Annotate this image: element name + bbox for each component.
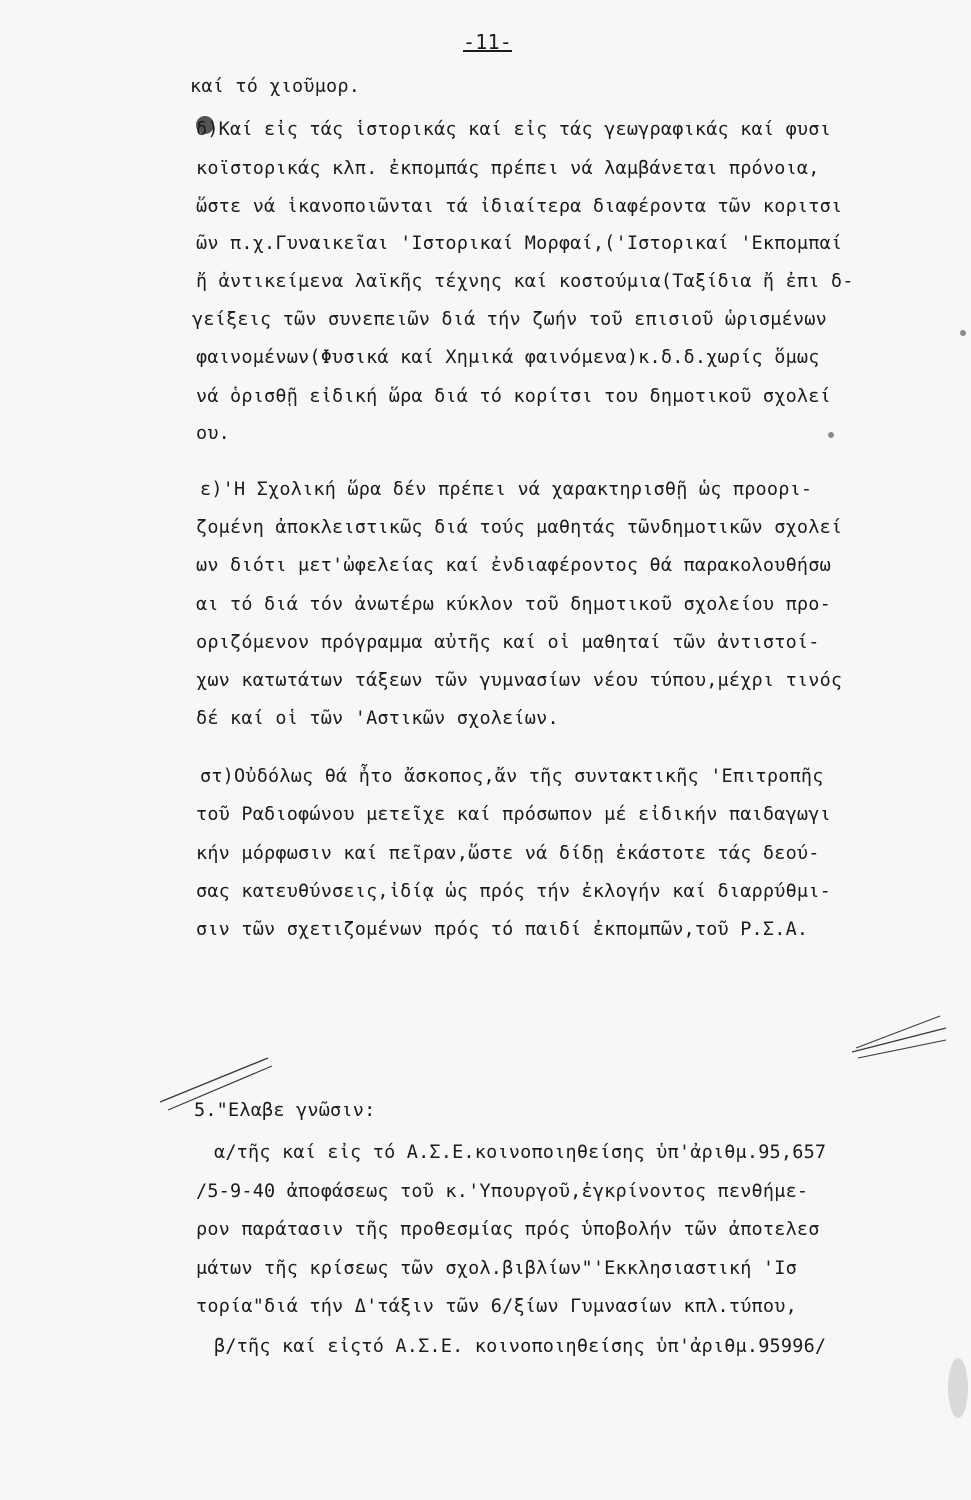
text-line: ου. <box>196 423 231 444</box>
page-number: -11- <box>463 30 512 54</box>
text-line: /5-9-40 ἀποφάσεως τοῦ κ.'Υπουργοῦ,ἐγκρίνοντος πενθήμε- <box>196 1181 809 1202</box>
text-line: ῶν π.χ.Γυναικεῖαι 'Ιστορικαί Μορφαί,('Ιστορικαί 'Εκπομπαί <box>196 233 843 254</box>
text-line: σιν τῶν σχετιζομένων πρός τό παιδί ἐκπομπῶν,τοῦ Ρ.Σ.Α. <box>196 919 809 940</box>
text-line: δέ καί οἱ τῶν 'Αστικῶν σχολείων. <box>196 708 559 729</box>
text-line: ρον παράτασιν τῆς προθεσμίας πρός ὑποβολήν τῶν ἀποτελεσ <box>196 1219 820 1240</box>
text-line: κήν μόρφωσιν καί πεῖραν,ὥστε νά δίδῃ ἑκάστοτε τάς δεού- <box>196 843 820 864</box>
text-line: γείξεις τῶν συνεπειῶν διά τήν ζωήν τοῦ επισιοῦ ὡρισμένων <box>192 309 827 330</box>
text-line: νά ὁρισθῇ εἰδική ὥρα διά τό κορίτσι του δημοτικοῦ σχολεί <box>196 386 831 407</box>
text-line: ζομένη ἀποκλειστικῶς διά τούς μαθητάς τῶνδημοτικῶν σχολεί <box>196 517 843 538</box>
text-line: φαινομένων(Φυσικά καί Χημικά φαινόμενα)κ.δ.δ.χωρίς ὅμως <box>196 347 820 368</box>
text-line: ων διότι μετ'ὠφελείας καί ἐνδιαφέροντος θά παρακολουθήσω <box>196 555 831 576</box>
text-line: τορία"διά τήν Δ'τάξιν τῶν 6/ξίων Γυμνασίων κπλ.τύπου, <box>196 1296 797 1317</box>
text-line: 5."Ελαβε γνῶσιν: <box>194 1100 376 1121</box>
text-line: ἤ ἀντικείμενα λαϊκῆς τέχνης καί κοστούμια(Ταξίδια ἤ ἐπι δ- <box>196 271 854 292</box>
text-line: αι τό διά τόν ἀνωτέρω κύκλον τοῦ δημοτικοῦ σχολείου προ- <box>196 594 831 615</box>
text-line: β/τῆς καί εἰςτό Α.Σ.Ε. κοινοποιηθείσης ὑπ'ἀριθμ.95996/ <box>214 1336 827 1357</box>
text-line: χων κατωτάτων τάξεων τῶν γυμνασίων νέου τύπου,μέχρι τινός <box>196 670 843 691</box>
text-line: στ)Οὐδόλως θά ἦτο ἄσκοπος,ἄν τῆς συντακτικῆς 'Επιτροπῆς <box>200 766 824 787</box>
text-line: τοῦ Ραδιοφώνου μετεῖχε καί πρόσωπον μέ εἰδικήν παιδαγωγι <box>196 804 831 825</box>
text-line: καί τό χιοῦμορ. <box>190 76 361 97</box>
text-line: ε)'Η Σχολική ὥρα δέν πρέπει νά χαρακτηρισθῇ ὡς προορι- <box>200 479 813 500</box>
text-line: οριζόμενον πρόγραμμα αὐτῆς καί οἱ μαθηταί τῶν ἀντιστοί- <box>196 632 820 653</box>
text-line: μάτων τῆς κρίσεως τῶν σχολ.βιβλίων"'Εκκλησιαστική 'Ισ <box>196 1258 797 1279</box>
text-line: ὥστε νά ἱκανοποιῶνται τά ἰδιαίτερα διαφέροντα τῶν κοριτσι <box>196 196 843 217</box>
text-line: σας κατευθύνσεις,ἰδίᾳ ὡς πρός τήν ἐκλογήν καί διαρρύθμι- <box>196 881 831 902</box>
text-line: α/τῆς καί εἰς τό Α.Σ.Ε.κοινοποιηθείσης ὑπ'ἀριθμ.95,657 <box>214 1142 827 1163</box>
text-line: κοϊστορικάς κλπ. ἐκπομπάς πρέπει νά λαμβάνεται πρόνοια, <box>196 158 820 179</box>
text-line: δ)Καί εἰς τάς ἱστορικάς καί εἰς τάς γεωγραφικάς καί φυσι <box>196 119 831 140</box>
